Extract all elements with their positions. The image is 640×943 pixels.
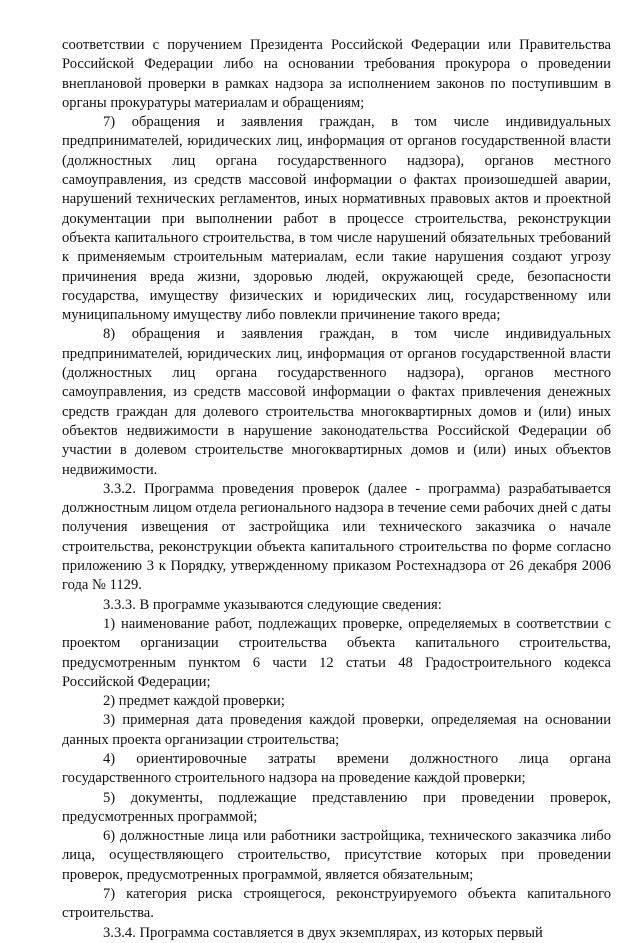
list-item-1: 1) наименование работ, подлежащих проверке, определяемых в соответствии с проектом организации строительства объекта капитального строительства, предусмотренным пунктом 6 части 12 статьи 48 Градостроительного кодекса Российской Федерации; [62,615,611,690]
list-item-3: 3) примерная дата проведения каждой проверки, определяемая на основании данных проекта организации строительства; [62,712,611,748]
paragraph-item-7: 7) обращения и заявления граждан, в том числе индивидуальных предпринимателей, юридических лиц, информация от органов государственной власти (должностных лиц органа государственного надзора), органов местного самоуправления, из средств массовой информации о фактах произошедшей аварии, нарушений технических регламентов, иных нормативных правовых актов и проектной документации при выполнении работ в процессе строительства, реконструкции объекта капитального строительства, в том числе нарушений обязательных требований к применяемым строительным материалам, если такие нарушения создают угрозу причинения вреда жизни, здоровью людей, окружающей среде, безопасности государства, имуществу физических и юридических лиц, государственному или муниципальному имуществу либо повлекли причинение такого вреда; [62,114,611,324]
paragraph-3-3-4: 3.3.4. Программа составляется в двух экземплярах, из которых первый [103,924,543,941]
list-item-7: 7) категория риска строящегося, реконструируемого объекта капитального строительства. [62,886,611,922]
list-item-2: 2) предмет каждой проверки; [103,693,285,710]
list-item-5: 5) документы, подлежащие представлению при проведении проверок, предусмотренных программой; [62,789,611,825]
paragraph-3-3-2: 3.3.2. Программа проведения проверок (далее - программа) разрабатывается должностным лицом отдела регионального надзора в течение семи рабочих дней с даты получения извещения от застройщика или технического заказчика о начале строительства, реконструкции объекта капитального строительства по форме согласно приложению 3 к Порядку, утвержденному приказом Ростехнадзора от 26 декабря 2006 года № 1129. [62,480,611,594]
paragraph-item-8: 8) обращения и заявления граждан, в том числе индивидуальных предпринимателей, юридических лиц, информация от органов государственной власти (должностных лиц органа государственного надзора), органов местного самоуправления, из средств массовой информации о фактах привлечения денежных средств граждан для долевого строительства многоквартирных домов и (или) иных объектов недвижимости в нарушение законодательства Российской Федерации об участии в долевом строительстве многоквартирных домов и (или) иных объектов недвижимости. [62,326,611,478]
list-item-4: 4) ориентировочные затраты времени должностного лица органа государственного строительного надзора на проведение каждой проверки; [62,750,611,787]
paragraph-continuation: соответствии с поручением Президента Российской Федерации или Правительства Российской Федерации либо на основании требования прокурора о проведении внеплановой проверки в рамках надзора за исполнением законов по поступившим в органы прокуратуры материалам и обращениям; [62,37,611,111]
list-item-6: 6) должностные лица или работники застройщика, технического заказчика либо лица, осуществляющего строительство, присутствие которых при проведении проверок, предусмотренных программой, является обязательным; [62,828,611,883]
paragraph-3-3-3: 3.3.3. В программе указываются следующие сведения: [103,596,442,613]
